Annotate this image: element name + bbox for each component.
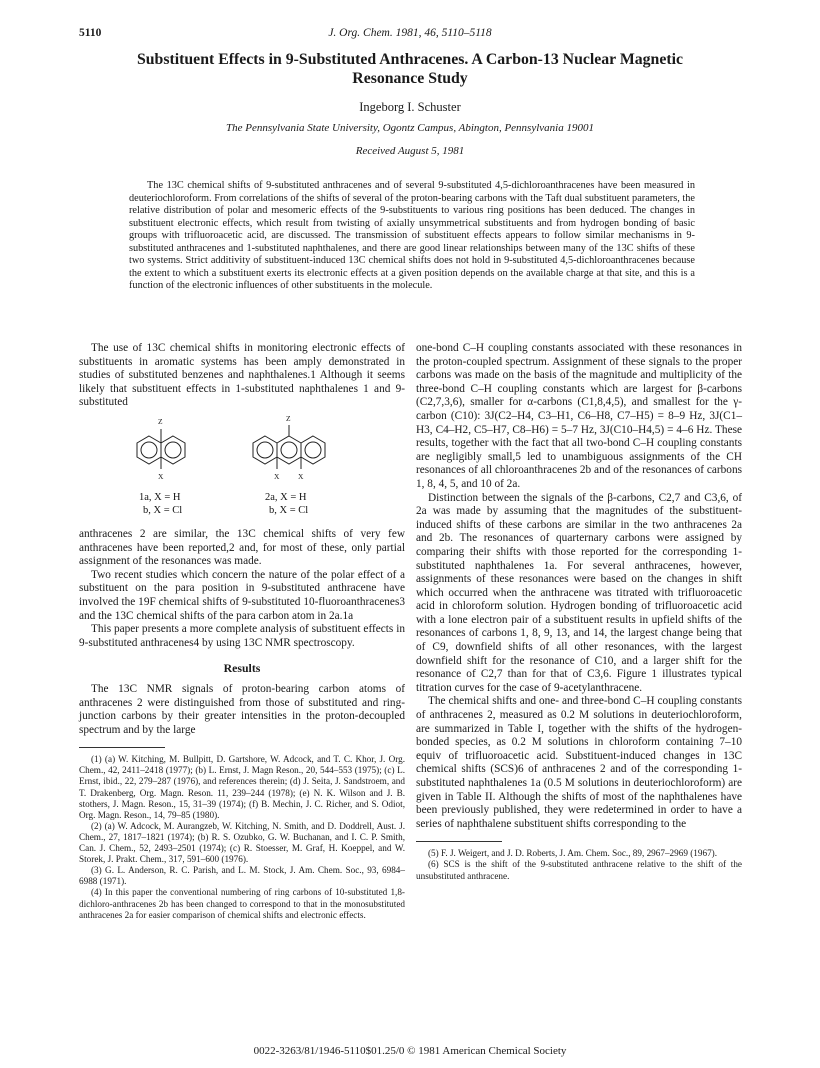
compound-label-1a: 1a, X = H xyxy=(139,491,181,503)
body-paragraph: The chemical shifts and one- and three-bond C–H coupling constants of anthracenes 2, measured as 0.2 M solutions in deuteriochloroform, are summarized in Table I, together with the shifts of the hydrogen-bonded species, as 0.2 M solutions in chloroform containing 7–10 equiv of trifluoroacetic acid. Substituent-induced changes in 13C chemical shifts (SCS)6 of anthracenes 2 and of the corresponding 1-substituted naphthalenes 1a (0.5 M solutions in deuteriochloroform) are given in Table II. Although the shifts of most of the naphthalenes have been previously published, they were redetermined in order to have a series of naphthalene substituent shifts corresponding to the xyxy=(416,695,742,830)
footnote: (4) In this paper the conventional numbering of ring carbons of 10-substituted 1,8-dichloro-anthracenes 2b has been changed to correspond to that in the monosubstituted anthracenes 2a for easier comparison of chemical shifts and electronic effects. xyxy=(79,887,405,920)
compound-label-2b: b, X = Cl xyxy=(269,504,309,516)
footnote: (5) F. J. Weigert, and J. D. Roberts, J. Am. Chem. Soc., 89, 2967–2969 (1967). xyxy=(428,848,718,859)
footnote: (1) (a) W. Kitching, M. Bullpitt, D. Gartshore, W. Adcock, and T. C. Khor, J. Org. Chem., 42, 2411–2418 (1977); (b) L. Ernst, J. Magn Reson., 20, 544–553 (1975); (c) L. Ernst, ibid., 22, 279–287 (1976), and references therein; (d) J. Seita, J. Sandstroem, and T. Drakenberg, Org. Magn. Reson. 11, 239–244 (1978); (e) N. K. Wilson and J. B. stothers, J. Magn. Reson., 15, 31–39 (1974); (f) B. Mechin, J. C. Richer, and S. Odiot, Org. Magn. Reson., 14, 79–85 (1980). xyxy=(79,754,405,820)
footnote: (2) (a) W. Adcock, M. Aurangzeb, W. Kitching, N. Smith, and D. Doddrell, Aust. J. Chem., 27, 1817–1821 (1974); (b) R. S. Ozubko, G. W. Buchanan, and I. C. P. Smith, Can. J. Chem., 52, 2493–2501 (1974); (c) R. Stoesser, M. Graf, H. Koeppel, and W. Storek, J. Prakt. Chem., 317, 591–600 (1976). xyxy=(79,820,405,865)
right-column xyxy=(416,342,742,882)
footnote: (3) G. L. Anderson, R. C. Parish, and L. M. Stock, J. Am. Chem. Soc., 93, 6984–6988 (1971). xyxy=(79,865,405,887)
body-paragraph: The 13C NMR signals of proton-bearing carbon atoms of anthracenes 2 were distinguished from those of substituted and ring-junction carbons by their greater intensities in the proton-decoupled spectrum and by the large xyxy=(79,682,405,736)
aromatic-circle xyxy=(141,442,157,458)
substituent-z: Z xyxy=(158,416,163,426)
left-column xyxy=(79,342,405,921)
body-paragraph: anthracenes 2 are similar, the 13C chemical shifts of very few anthracenes have been reported,2 and, for most of these, only partial assignment of the resonances was made. xyxy=(79,527,405,568)
body-paragraph: Two recent studies which concern the nature of the polar effect of a substituent on the para position in 9-substituted anthracene have involved the 19F chemical shifts of 9-substituted 10-fluoroanthracenes3 and the 13C chemical shifts of the para carbon atom in 2a.1a xyxy=(79,568,405,622)
author: Ingeborg I. Schuster xyxy=(359,100,461,114)
journal-citation: J. Org. Chem. 1981, 46, 5110–5118 xyxy=(328,27,492,39)
body-paragraph: This paper presents a more complete analysis of substituent effects in 9-substituted anthracenes4 by using 13C NMR spectroscopy. xyxy=(79,623,405,649)
body-paragraph: Distinction between the signals of the β-carbons, C2,7 and C3,6, of 2a was made by assuming that the magnitudes of the substituent-induced shifts of these carbons are similar in the two anthracenes 2a and 2b. The resonances of quarternary carbons were assigned by comparing their shifts with those reported for the corresponding 1-substituted naphthalenes 1a. For several anthracenes, however, assignments of these resonances were based on the changes in shift which occurred when the anthracene was titrated with trifluoroacetic acid in chloroform solution. Hydrogen bonding of trifluoroacetic acid with a lone electron pair of a substituent results in upfield shifts of the resonances of carbons 1, 8, 9, 13, and 14, the largest change being that of C9, downfield shifts of all other resonances, with the largest downfield shift for the resonance of C10, and a larger shift for the resonance of C2,7 than for that of C3,6. Figure 1 illustrates typical titration curves for the case of 9-acetylanthracene. xyxy=(416,491,742,694)
footnote: (6) SCS is the shift of the 9-substituted anthracene relative to the shift of the unsubstituted anthracene. xyxy=(416,859,742,881)
substituent-x: X xyxy=(274,471,280,481)
body-paragraph: one-bond C–H coupling constants associated with these resonances in the proton-coupled spectrum. Assignment of these signals to the proper carbons was made on the basis of the magnitude and multiplicity of the three-bond C–H coupling constants which are largest for β-carbons (C2,7,3,6), smaller for α-carbons (C1,8,4,5), and smallest for the γ-carbon (C10): 3J(C2–H4, C3–H1, C6–H8, C7–H5) = 8–9 Hz, 3J(C1–H3, C4–H2, C5–H7, C8–H6) = 5–7 Hz, 3J(C10–H4,5) = 4–6 Hz. These results, together with the fact that all two-bond C–H coupling constants are negligibly small,5 led to unambiguous assignments of the CH resonances of all chloroanthracenes 2b and of the resonances of carbons 1, 8, 4, 5, and 10 of 2a. xyxy=(416,342,742,490)
page-number: 5110 xyxy=(79,27,102,39)
structure-figure xyxy=(79,412,405,526)
aromatic-circle xyxy=(165,442,181,458)
body-paragraph: The use of 13C chemical shifts in monitoring electronic effects of substituents in aromatic systems has been amply demonstrated in studies of substituted benzenes and naphthalenes.1 Although it seems likely that substituent effects in 1-substituted naphthalenes 1 and 9-substituted xyxy=(79,342,405,409)
substituent-z: Z xyxy=(286,413,291,423)
compound-label-2a: 2a, X = H xyxy=(265,491,307,503)
abstract: The 13C chemical shifts of 9-substituted anthracenes and of several 9-substituted 4,5-dichloroanthracenes have been measured in deuteriochloroform. From correlations of the shifts of several of the proton-bearing carbons with the Taft dual substituent parameters, the relative distribution of polar and mesomeric effects of the 9-substituents to various ring positions has been deduced. The changes in substituent electronic effects, which result from twisting of axially unsymmetrical substituents and from hydrogen bonding of basic groups with trifluoroacetic acid, are discussed. The transmission of substituent effects appears to follow similar mechanisms in 9-substituted anthracenes and 1-substituted naphthalenes, and there are good linear relationships between many of the 13C shifts of these two systems. Strict additivity of substituent-induced 13C chemical shifts does not hold in 9-substituted 4,5-dichloroanthracenes because the extent to which a substituent exerts its electronic effects at a given position depends on the available charge at that site, and this is a function of the electronic influences of other substituents in the molecule. xyxy=(129,180,695,291)
page-footer: 0022-3263/81/1946-5110$01.25/0 © 1981 American Chemical Society xyxy=(253,1045,567,1057)
anthracene-structure xyxy=(253,425,325,469)
compound-label-1b: b, X = Cl xyxy=(143,504,183,516)
footnote-rule xyxy=(416,841,502,842)
naphthalene-structure xyxy=(137,429,185,469)
substituent-x: X xyxy=(158,471,164,481)
footnote-rule xyxy=(79,747,165,748)
aromatic-circle xyxy=(305,442,321,458)
section-heading-results: Results xyxy=(223,661,261,676)
aromatic-circle xyxy=(281,442,297,458)
received-date: Received August 5, 1981 xyxy=(355,145,465,157)
aromatic-circle xyxy=(257,442,273,458)
affiliation: The Pennsylvania State University, Ogontz Campus, Abington, Pennsylvania 19001 xyxy=(226,122,594,134)
substituent-x: X xyxy=(298,471,304,481)
article-title: Substituent Effects in 9-Substituted Anthracenes. A Carbon-13 Nuclear Magnetic Resonance Study xyxy=(136,51,684,87)
